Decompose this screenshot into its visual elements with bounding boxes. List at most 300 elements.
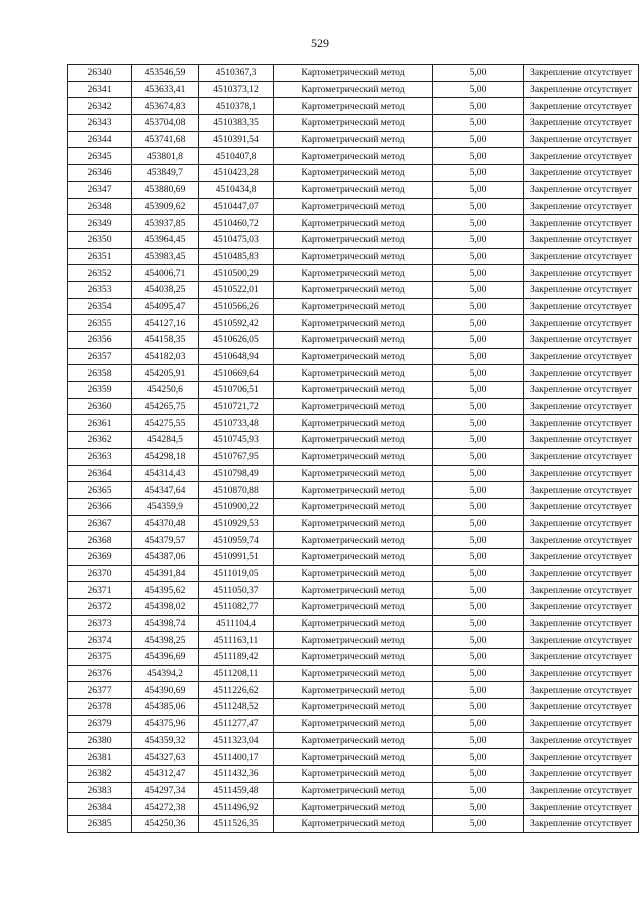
method-cell: Картометрический метод [274,131,433,148]
y-coordinate-cell: 4510870,88 [199,482,274,499]
y-coordinate-cell: 4510500,29 [199,265,274,282]
fixing-cell: Закрепление отсутствует [524,115,639,132]
fixing-cell: Закрепление отсутствует [524,815,639,832]
y-coordinate-cell: 4510373,12 [199,81,274,98]
point-number-cell: 26360 [68,398,132,415]
x-coordinate-cell: 453674,83 [132,98,199,115]
method-cell: Картометрический метод [274,198,433,215]
fixing-cell: Закрепление отсутствует [524,465,639,482]
method-cell: Картометрический метод [274,298,433,315]
table-row [68,198,639,215]
point-number-cell: 26356 [68,332,132,349]
y-coordinate-cell: 4510648,94 [199,348,274,365]
error-cell: 5,00 [433,332,524,349]
method-cell: Картометрический метод [274,715,433,732]
y-coordinate-cell: 4510434,8 [199,181,274,198]
method-cell: Картометрический метод [274,98,433,115]
y-coordinate-cell: 4510592,42 [199,315,274,332]
table-row [68,665,639,682]
y-coordinate-cell: 4510959,74 [199,532,274,549]
table-row [68,81,639,98]
method-cell: Картометрический метод [274,115,433,132]
table-row [68,215,639,232]
y-coordinate-cell: 4511019,05 [199,565,274,582]
x-coordinate-cell: 454387,06 [132,548,199,565]
table-row [68,148,639,165]
method-cell: Картометрический метод [274,732,433,749]
error-cell: 5,00 [433,298,524,315]
x-coordinate-cell: 453546,59 [132,65,199,82]
method-cell: Картометрический метод [274,148,433,165]
point-number-cell: 26376 [68,665,132,682]
fixing-cell: Закрепление отсутствует [524,332,639,349]
error-cell: 5,00 [433,231,524,248]
y-coordinate-cell: 4511050,37 [199,582,274,599]
x-coordinate-cell: 454297,34 [132,782,199,799]
error-cell: 5,00 [433,131,524,148]
y-coordinate-cell: 4510391,54 [199,131,274,148]
method-cell: Картометрический метод [274,532,433,549]
table-row [68,599,639,616]
x-coordinate-cell: 454395,62 [132,582,199,599]
fixing-cell: Закрепление отсутствует [524,181,639,198]
x-coordinate-cell: 454250,36 [132,815,199,832]
method-cell: Картометрический метод [274,682,433,699]
table-row [68,799,639,816]
method-cell: Картометрический метод [274,565,433,582]
method-cell: Картометрический метод [274,365,433,382]
error-cell: 5,00 [433,448,524,465]
method-cell: Картометрический метод [274,582,433,599]
y-coordinate-cell: 4511226,62 [199,682,274,699]
point-number-cell: 26362 [68,432,132,449]
table-row [68,782,639,799]
x-coordinate-cell: 454095,47 [132,298,199,315]
method-cell: Картометрический метод [274,699,433,716]
table-row [68,281,639,298]
method-cell: Картометрический метод [274,382,433,399]
x-coordinate-cell: 453849,7 [132,165,199,182]
table-row [68,548,639,565]
method-cell: Картометрический метод [274,765,433,782]
x-coordinate-cell: 454327,63 [132,749,199,766]
error-cell: 5,00 [433,782,524,799]
fixing-cell: Закрепление отсутствует [524,298,639,315]
error-cell: 5,00 [433,98,524,115]
x-coordinate-cell: 454359,32 [132,732,199,749]
y-coordinate-cell: 4511248,52 [199,699,274,716]
fixing-cell: Закрепление отсутствует [524,382,639,399]
error-cell: 5,00 [433,498,524,515]
point-number-cell: 26377 [68,682,132,699]
table-row [68,699,639,716]
method-cell: Картометрический метод [274,231,433,248]
fixing-cell: Закрепление отсутствует [524,565,639,582]
fixing-cell: Закрепление отсутствует [524,265,639,282]
point-number-cell: 26368 [68,532,132,549]
y-coordinate-cell: 4510407,8 [199,148,274,165]
fixing-cell: Закрепление отсутствует [524,248,639,265]
fixing-cell: Закрепление отсутствует [524,231,639,248]
method-cell: Картометрический метод [274,248,433,265]
method-cell: Картометрический метод [274,65,433,82]
y-coordinate-cell: 4511208,11 [199,665,274,682]
y-coordinate-cell: 4510929,53 [199,515,274,532]
fixing-cell: Закрепление отсутствует [524,415,639,432]
fixing-cell: Закрепление отсутствует [524,515,639,532]
fixing-cell: Закрепление отсутствует [524,165,639,182]
point-number-cell: 26346 [68,165,132,182]
y-coordinate-cell: 4510706,51 [199,382,274,399]
x-coordinate-cell: 453741,68 [132,131,199,148]
y-coordinate-cell: 4511496,92 [199,799,274,816]
x-coordinate-cell: 454398,74 [132,615,199,632]
y-coordinate-cell: 4510745,93 [199,432,274,449]
error-cell: 5,00 [433,682,524,699]
error-cell: 5,00 [433,632,524,649]
method-cell: Картометрический метод [274,799,433,816]
table-row [68,265,639,282]
fixing-cell: Закрепление отсутствует [524,198,639,215]
x-coordinate-cell: 453983,45 [132,248,199,265]
y-coordinate-cell: 4510991,51 [199,548,274,565]
error-cell: 5,00 [433,599,524,616]
x-coordinate-cell: 454265,75 [132,398,199,415]
table-row [68,582,639,599]
table-row [68,532,639,549]
method-cell: Картометрический метод [274,432,433,449]
table-row [68,298,639,315]
x-coordinate-cell: 454390,69 [132,682,199,699]
fixing-cell: Закрепление отсутствует [524,665,639,682]
x-coordinate-cell: 454398,25 [132,632,199,649]
fixing-cell: Закрепление отсутствует [524,131,639,148]
point-number-cell: 26344 [68,131,132,148]
y-coordinate-cell: 4511323,04 [199,732,274,749]
method-cell: Картометрический метод [274,165,433,182]
fixing-cell: Закрепление отсутствует [524,148,639,165]
method-cell: Картометрический метод [274,415,433,432]
point-number-cell: 26369 [68,548,132,565]
point-number-cell: 26363 [68,448,132,465]
y-coordinate-cell: 4510383,35 [199,115,274,132]
fixing-cell: Закрепление отсутствует [524,65,639,82]
error-cell: 5,00 [433,432,524,449]
method-cell: Картометрический метод [274,632,433,649]
point-number-cell: 26384 [68,799,132,816]
x-coordinate-cell: 454038,25 [132,281,199,298]
table-row [68,432,639,449]
method-cell: Картометрический метод [274,281,433,298]
error-cell: 5,00 [433,81,524,98]
error-cell: 5,00 [433,749,524,766]
error-cell: 5,00 [433,415,524,432]
y-coordinate-cell: 4510626,05 [199,332,274,349]
method-cell: Картометрический метод [274,448,433,465]
table-row [68,715,639,732]
point-number-cell: 26349 [68,215,132,232]
y-coordinate-cell: 4510721,72 [199,398,274,415]
table-row [68,181,639,198]
table-row [68,515,639,532]
fixing-cell: Закрепление отсутствует [524,649,639,666]
point-number-cell: 26374 [68,632,132,649]
error-cell: 5,00 [433,348,524,365]
x-coordinate-cell: 454312,47 [132,765,199,782]
x-coordinate-cell: 453909,62 [132,198,199,215]
point-number-cell: 26375 [68,649,132,666]
y-coordinate-cell: 4510367,3 [199,65,274,82]
x-coordinate-cell: 453964,45 [132,231,199,248]
error-cell: 5,00 [433,715,524,732]
point-number-cell: 26364 [68,465,132,482]
point-number-cell: 26343 [68,115,132,132]
table-row [68,98,639,115]
error-cell: 5,00 [433,215,524,232]
coordinates-table [67,64,639,833]
y-coordinate-cell: 4511189,42 [199,649,274,666]
y-coordinate-cell: 4510767,95 [199,448,274,465]
table-row [68,231,639,248]
fixing-cell: Закрепление отсутствует [524,749,639,766]
error-cell: 5,00 [433,165,524,182]
point-number-cell: 26367 [68,515,132,532]
x-coordinate-cell: 454385,06 [132,699,199,716]
error-cell: 5,00 [433,398,524,415]
point-number-cell: 26355 [68,315,132,332]
method-cell: Картометрический метод [274,81,433,98]
fixing-cell: Закрепление отсутствует [524,482,639,499]
x-coordinate-cell: 454398,02 [132,599,199,616]
x-coordinate-cell: 454298,18 [132,448,199,465]
fixing-cell: Закрепление отсутствует [524,715,639,732]
method-cell: Картометрический метод [274,749,433,766]
x-coordinate-cell: 454347,64 [132,482,199,499]
point-number-cell: 26385 [68,815,132,832]
error-cell: 5,00 [433,582,524,599]
table-row [68,65,639,82]
method-cell: Картометрический метод [274,649,433,666]
method-cell: Картометрический метод [274,548,433,565]
fixing-cell: Закрепление отсутствует [524,365,639,382]
method-cell: Картометрический метод [274,665,433,682]
x-coordinate-cell: 454272,38 [132,799,199,816]
table-row [68,131,639,148]
y-coordinate-cell: 4511163,11 [199,632,274,649]
point-number-cell: 26347 [68,181,132,198]
fixing-cell: Закрепление отсутствует [524,215,639,232]
table-row [68,682,639,699]
fixing-cell: Закрепление отсутствует [524,81,639,98]
error-cell: 5,00 [433,382,524,399]
error-cell: 5,00 [433,548,524,565]
fixing-cell: Закрепление отсутствует [524,448,639,465]
point-number-cell: 26370 [68,565,132,582]
coordinates-table-body [68,65,639,833]
x-coordinate-cell: 454158,35 [132,332,199,349]
method-cell: Картометрический метод [274,498,433,515]
fixing-cell: Закрепление отсутствует [524,732,639,749]
error-cell: 5,00 [433,649,524,666]
table-row [68,632,639,649]
fixing-cell: Закрепление отсутствует [524,599,639,616]
error-cell: 5,00 [433,148,524,165]
x-coordinate-cell: 453633,41 [132,81,199,98]
table-row [68,565,639,582]
fixing-cell: Закрепление отсутствует [524,682,639,699]
x-coordinate-cell: 454391,84 [132,565,199,582]
point-number-cell: 26357 [68,348,132,365]
table-row [68,615,639,632]
y-coordinate-cell: 4510423,28 [199,165,274,182]
error-cell: 5,00 [433,565,524,582]
fixing-cell: Закрепление отсутствует [524,699,639,716]
y-coordinate-cell: 4511082,77 [199,599,274,616]
table-row [68,398,639,415]
table-row [68,415,639,432]
method-cell: Картометрический метод [274,599,433,616]
method-cell: Картометрический метод [274,265,433,282]
x-coordinate-cell: 454284,5 [132,432,199,449]
error-cell: 5,00 [433,465,524,482]
point-number-cell: 26341 [68,81,132,98]
error-cell: 5,00 [433,198,524,215]
error-cell: 5,00 [433,281,524,298]
y-coordinate-cell: 4510669,64 [199,365,274,382]
y-coordinate-cell: 4511277,47 [199,715,274,732]
table-row [68,465,639,482]
point-number-cell: 26381 [68,749,132,766]
x-coordinate-cell: 453937,85 [132,215,199,232]
error-cell: 5,00 [433,115,524,132]
table-row [68,649,639,666]
y-coordinate-cell: 4511526,35 [199,815,274,832]
fixing-cell: Закрепление отсутствует [524,98,639,115]
fixing-cell: Закрепление отсутствует [524,582,639,599]
method-cell: Картометрический метод [274,215,433,232]
error-cell: 5,00 [433,799,524,816]
point-number-cell: 26351 [68,248,132,265]
x-coordinate-cell: 453801,8 [132,148,199,165]
point-number-cell: 26382 [68,765,132,782]
point-number-cell: 26371 [68,582,132,599]
point-number-cell: 26342 [68,98,132,115]
x-coordinate-cell: 454127,16 [132,315,199,332]
point-number-cell: 26378 [68,699,132,716]
method-cell: Картометрический метод [274,782,433,799]
error-cell: 5,00 [433,765,524,782]
table-row [68,498,639,515]
point-number-cell: 26345 [68,148,132,165]
error-cell: 5,00 [433,815,524,832]
error-cell: 5,00 [433,665,524,682]
table-row [68,248,639,265]
method-cell: Картометрический метод [274,815,433,832]
x-coordinate-cell: 454314,43 [132,465,199,482]
y-coordinate-cell: 4510522,01 [199,281,274,298]
point-number-cell: 26353 [68,281,132,298]
table-row [68,115,639,132]
method-cell: Картометрический метод [274,398,433,415]
page-number: 529 [311,36,329,50]
fixing-cell: Закрепление отсутствует [524,632,639,649]
method-cell: Картометрический метод [274,465,433,482]
point-number-cell: 26359 [68,382,132,399]
fixing-cell: Закрепление отсутствует [524,398,639,415]
point-number-cell: 26366 [68,498,132,515]
x-coordinate-cell: 454205,91 [132,365,199,382]
error-cell: 5,00 [433,265,524,282]
y-coordinate-cell: 4510733,48 [199,415,274,432]
point-number-cell: 26361 [68,415,132,432]
y-coordinate-cell: 4510900,22 [199,498,274,515]
method-cell: Картометрический метод [274,348,433,365]
point-number-cell: 26380 [68,732,132,749]
point-number-cell: 26358 [68,365,132,382]
fixing-cell: Закрепление отсутствует [524,615,639,632]
x-coordinate-cell: 453704,08 [132,115,199,132]
table-row [68,332,639,349]
method-cell: Картометрический метод [274,482,433,499]
x-coordinate-cell: 454396,69 [132,649,199,666]
fixing-cell: Закрепление отсутствует [524,532,639,549]
x-coordinate-cell: 454370,48 [132,515,199,532]
error-cell: 5,00 [433,65,524,82]
x-coordinate-cell: 454375,96 [132,715,199,732]
y-coordinate-cell: 4511104,4 [199,615,274,632]
y-coordinate-cell: 4511459,48 [199,782,274,799]
error-cell: 5,00 [433,515,524,532]
point-number-cell: 26383 [68,782,132,799]
point-number-cell: 26340 [68,65,132,82]
method-cell: Картометрический метод [274,332,433,349]
point-number-cell: 26372 [68,599,132,616]
table-row [68,165,639,182]
y-coordinate-cell: 4510447,07 [199,198,274,215]
fixing-cell: Закрепление отсутствует [524,765,639,782]
table-row [68,448,639,465]
point-number-cell: 26352 [68,265,132,282]
table-row [68,382,639,399]
table-row [68,749,639,766]
fixing-cell: Закрепление отсутствует [524,281,639,298]
point-number-cell: 26373 [68,615,132,632]
x-coordinate-cell: 454394,2 [132,665,199,682]
error-cell: 5,00 [433,615,524,632]
fixing-cell: Закрепление отсутствует [524,315,639,332]
x-coordinate-cell: 453880,69 [132,181,199,198]
y-coordinate-cell: 4510460,72 [199,215,274,232]
x-coordinate-cell: 454359,9 [132,498,199,515]
fixing-cell: Закрепление отсутствует [524,799,639,816]
y-coordinate-cell: 4510475,03 [199,231,274,248]
method-cell: Картометрический метод [274,181,433,198]
point-number-cell: 26365 [68,482,132,499]
method-cell: Картометрический метод [274,615,433,632]
x-coordinate-cell: 454379,57 [132,532,199,549]
fixing-cell: Закрепление отсутствует [524,782,639,799]
y-coordinate-cell: 4510378,1 [199,98,274,115]
error-cell: 5,00 [433,732,524,749]
error-cell: 5,00 [433,699,524,716]
table-row [68,815,639,832]
table-row [68,315,639,332]
table-row [68,482,639,499]
point-number-cell: 26348 [68,198,132,215]
error-cell: 5,00 [433,315,524,332]
error-cell: 5,00 [433,181,524,198]
method-cell: Картометрический метод [274,515,433,532]
